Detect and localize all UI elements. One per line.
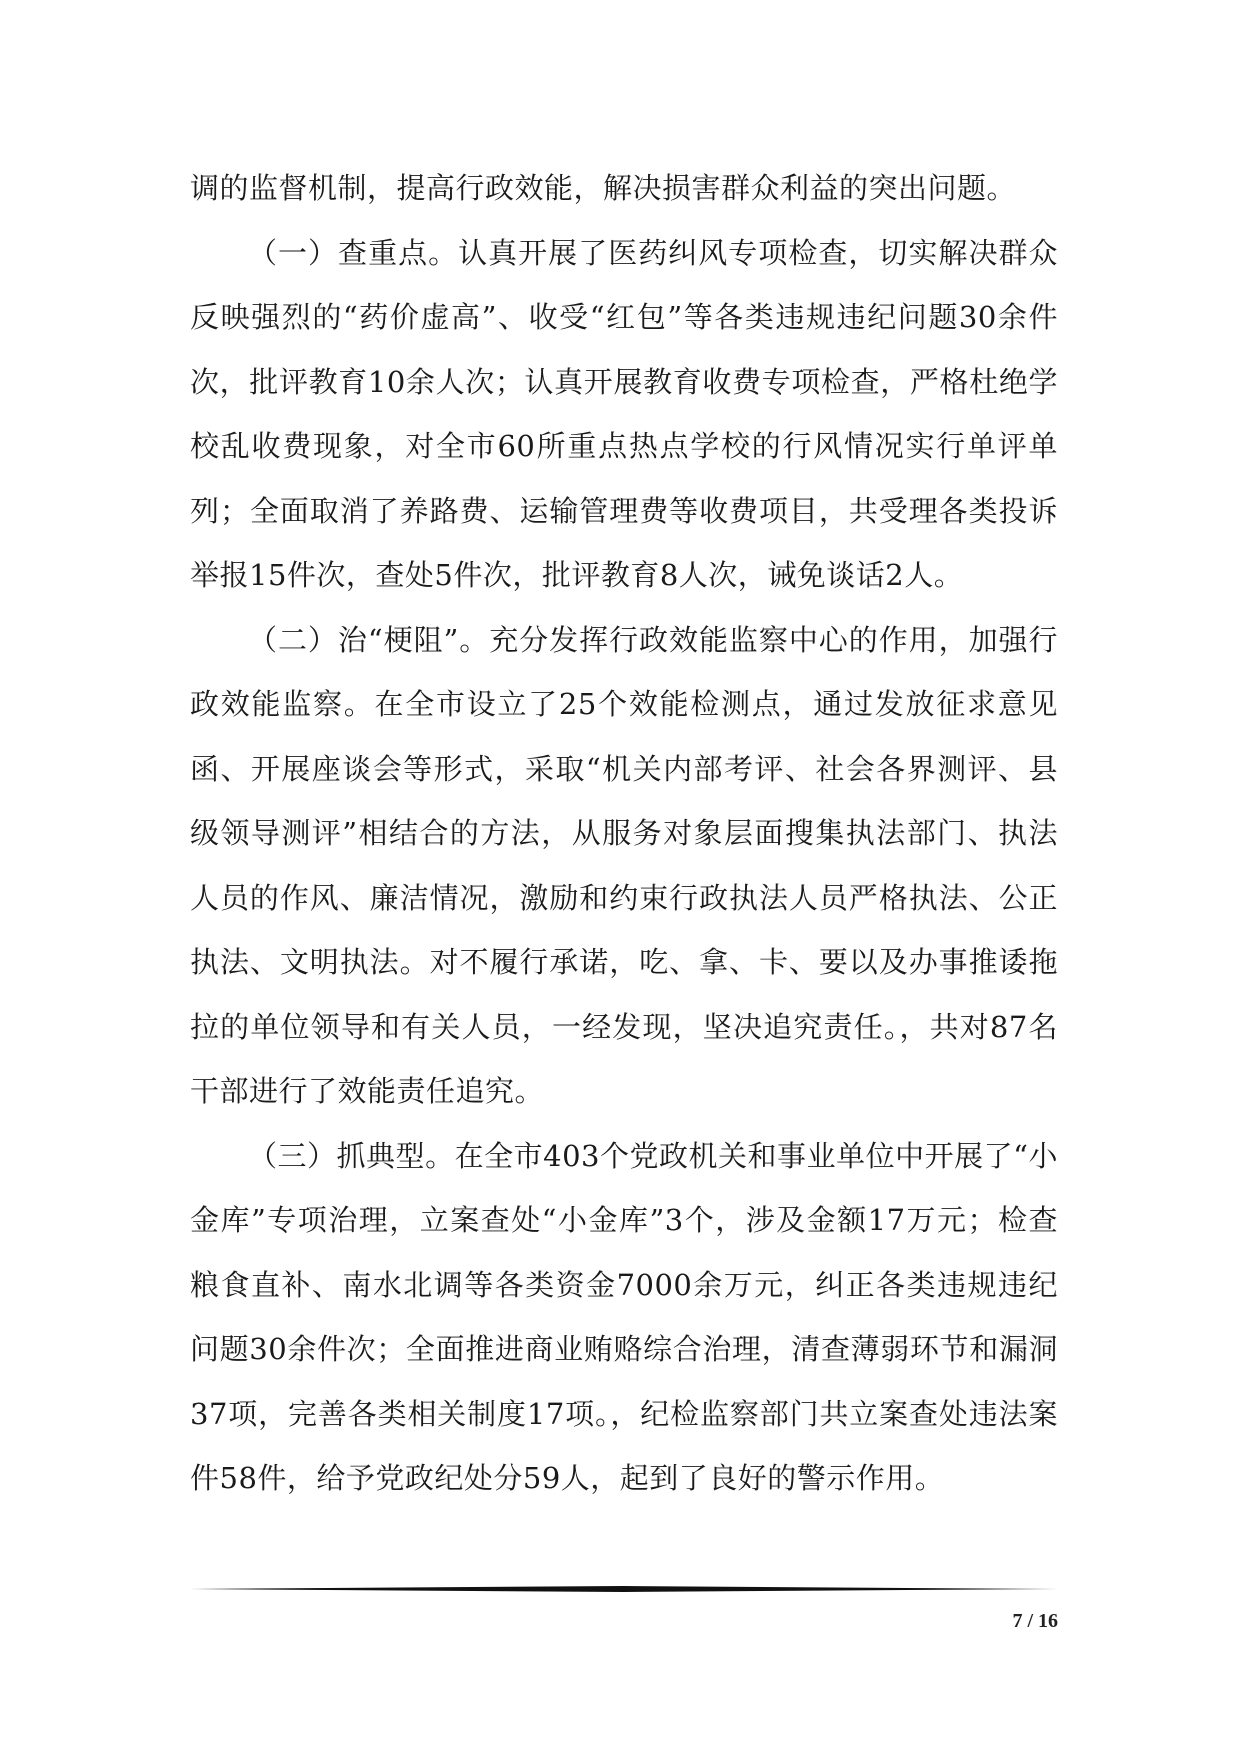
paragraph-continuation: 调的监督机制，提高行政效能，解决损害群众利益的突出问题。: [190, 171, 1017, 205]
paragraph-fix-obstructions: （二）治“梗阻”。充分发挥行政效能监察中心的作用，加强行政效能监察。在全市设立了25个效能检测点，通过发放征求意见函、开展座谈会等形式，采取“机关内部考评、社会各界测评、县级领导测评”相结合的方法，从服务对象层面搜集执法部门、执法人员的作风、廉洁情况，激励和约束行政执法人员严格执法、公正执法、文明执法。对不履行承诺，吃、拿、卡、要以及办事推诿拖拉的单位领导和有关人员，一经发现，坚决追究责任。，共对87名干部进行了效能责任追究。: [190, 622, 1058, 1108]
footer-rule: [190, 1586, 1058, 1592]
paragraph-catch-typical-cases: （三）抓典型。在全市403个党政机关和事业单位中开展了“小金库”专项治理，立案查处“小金库”3个，涉及金额17万元；检查粮食直补、南水北调等各类资金7000余万元，纠正各类违规违纪问题30余件次；全面推进商业贿赂综合治理，清查薄弱环节和漏洞37项，完善各类相关制度17项。，纪检监察部门共立案查处违法案件58件，给予党政纪处分59人，起到了良好的警示作用。: [190, 1138, 1058, 1495]
body-text: [190, 156, 1058, 1511]
paragraph-check-key-points: （一）查重点。认真开展了医药纠风专项检查，切实解决群众反映强烈的“药价虚高”、收受“红包”等各类违规违纪问题30余件次，批评教育10余人次；认真开展教育收费专项检查，严格杜绝学校乱收费现象，对全市60所重点热点学校的行风情况实行单评单列；全面取消了养路费、运输管理费等收费项目，共受理各类投诉举报15件次，查处5件次，批评教育8人次，诫免谈话2人。: [190, 235, 1058, 592]
page-number: 7 / 16: [1012, 1610, 1058, 1632]
